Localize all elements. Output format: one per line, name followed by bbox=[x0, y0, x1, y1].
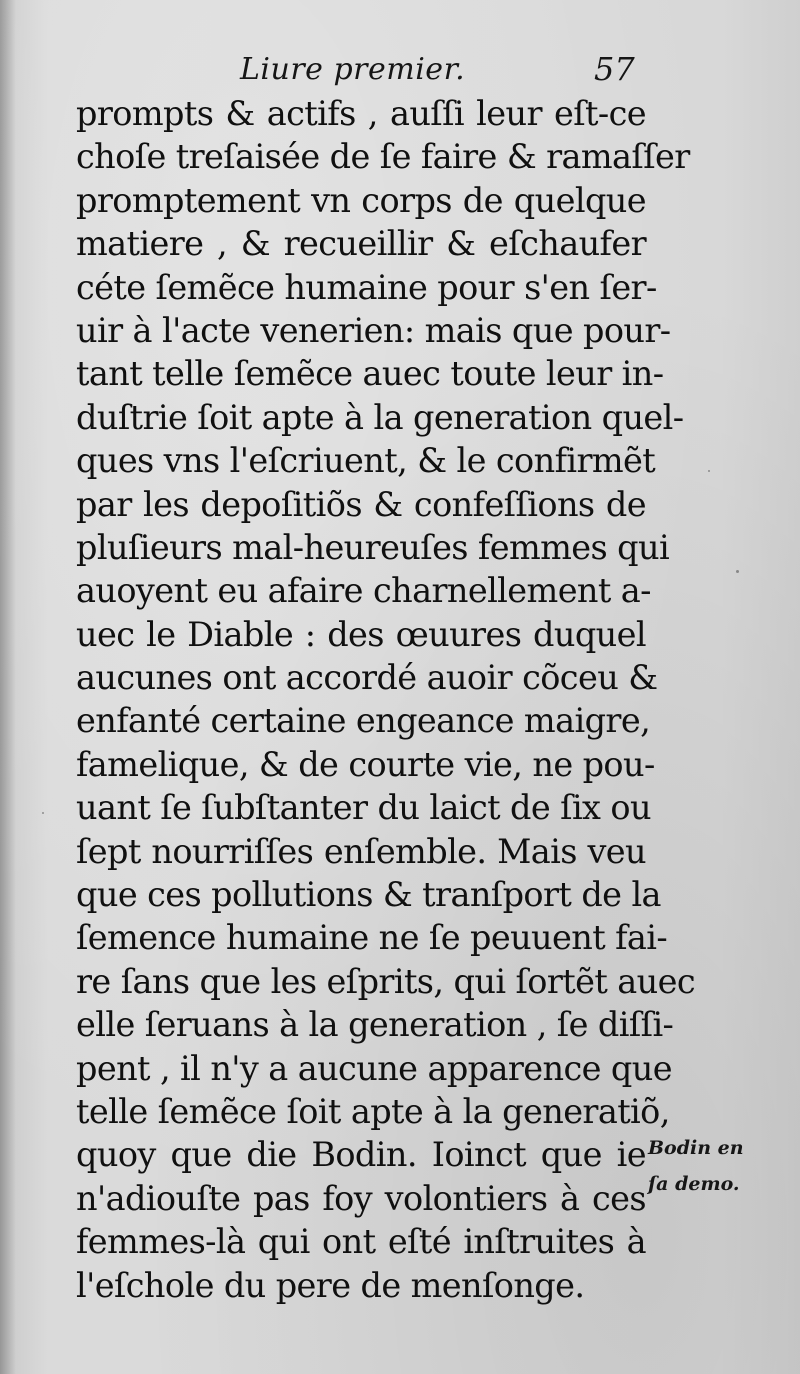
text-line: uec le Diable : des œuures duquel bbox=[76, 614, 646, 654]
text-line: famelique, & de courte vie, ne pou- bbox=[76, 744, 655, 784]
text-line: ſept nourriſſes enſemble. Mais veu bbox=[76, 831, 646, 871]
text-line: quoy que die Bodin. Ioinct que ie bbox=[76, 1135, 646, 1175]
text-line: que ces pollutions & tranſport de la bbox=[76, 875, 661, 915]
text-line: tant telle ſemẽce auec toute leur in- bbox=[76, 354, 664, 394]
margin-note-line: Bodin en bbox=[648, 1137, 744, 1159]
text-line: choſe treſaisée de ſe faire & ramaſſer bbox=[76, 137, 690, 177]
text-line: céte ſemẽce humaine pour s'en ſer- bbox=[76, 267, 657, 307]
text-line: uir à l'acte venerien: mais que pour- bbox=[76, 310, 671, 350]
text-line: ſemence humaine ne ſe peuuent fai- bbox=[76, 918, 668, 958]
text-line: aucunes ont accordé auoir cõceu & bbox=[76, 658, 658, 698]
text-line: pent , il n'y a aucune apparence que bbox=[76, 1048, 672, 1088]
margin-note bbox=[648, 1130, 798, 1202]
paper-speck bbox=[708, 470, 710, 472]
text-line: n'adiouſte pas foy volontiers à ces bbox=[76, 1178, 646, 1218]
text-line: duſtrie ſoit apte à la generation quel- bbox=[76, 397, 684, 437]
running-head: Liure premier. bbox=[240, 52, 466, 87]
text-line: uant ſe ſubſtanter du laict de ſix ou bbox=[76, 788, 651, 828]
text-line: elle ſeruans à la generation , ſe diſſi- bbox=[76, 1005, 674, 1045]
text-line: re ſans que les eſprits, qui ſortẽt auec bbox=[76, 961, 695, 1001]
text-line: par les depoſitiõs & confeſſions de bbox=[76, 484, 646, 524]
text-line: promptement vn corps de quelque bbox=[76, 180, 646, 220]
text-line: auoyent eu afaire charnellement a- bbox=[76, 571, 651, 611]
text-line: prompts & actifs , auſſi leur eſt-ce bbox=[76, 94, 646, 133]
text-line: matiere , & recueillir & eſchaufer bbox=[76, 224, 646, 264]
text-line: telle ſemẽce ſoit apte à la generatiõ, bbox=[76, 1091, 670, 1131]
paper-speck bbox=[42, 812, 44, 814]
text-line: l'eſchole du pere de menſonge. bbox=[76, 1265, 585, 1305]
margin-note-line: ſa demo. bbox=[648, 1173, 740, 1195]
text-line: femmes-là qui ont eſté inſtruites à bbox=[76, 1222, 646, 1262]
text-line: ques vns l'eſcriuent, & le confirmẽt bbox=[76, 441, 656, 481]
text-line: enfanté certaine engeance maigre, bbox=[76, 701, 651, 741]
gutter-shadow bbox=[0, 0, 16, 1374]
page-number: 57 bbox=[594, 50, 635, 88]
text-line: pluſieurs mal-heureuſes femmes qui bbox=[76, 527, 670, 567]
paper-speck bbox=[736, 570, 739, 573]
